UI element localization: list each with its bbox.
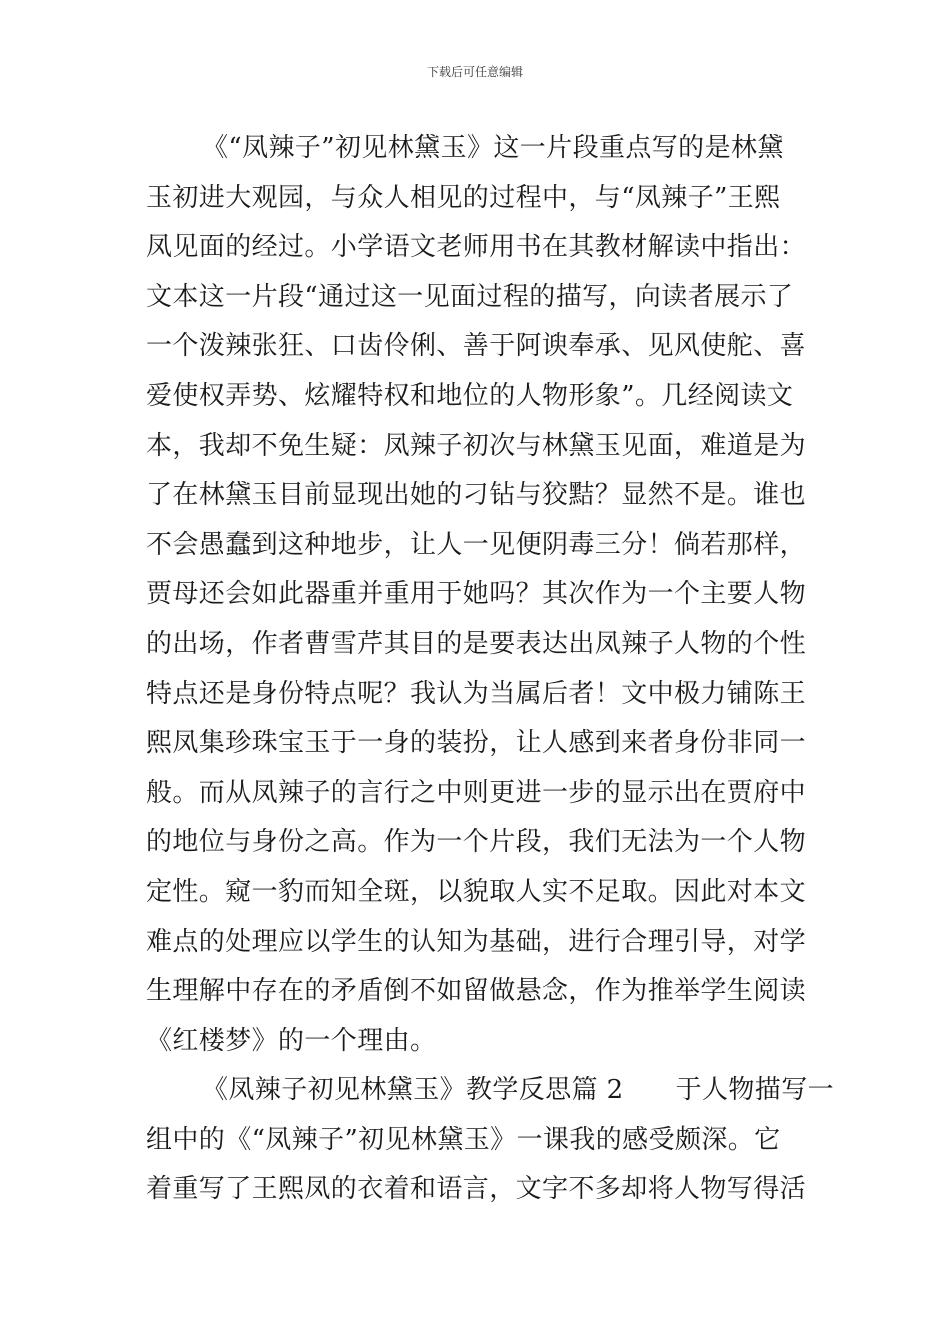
text-line: 定性。窥一豹而知全斑，以貌取人实不足取。因此对本文 <box>146 876 807 907</box>
text-line: 熙凤集珍珠宝玉于一身的装扮，让人感到来者身份非同一 <box>146 728 807 759</box>
text-line: 文本这一片段“通过这一见面过程的描写，向读者展示了 <box>146 281 794 312</box>
text-line: 着重写了王熙凤的衣着和语言，文字不多却将人物写得活 <box>146 1174 807 1205</box>
text-line: 不会愚蠢到这种地步，让人一见便阴毒三分！倘若那样， <box>146 529 807 560</box>
text-line: 难点的处理应以学生的认知为基础，进行合理引导，对学 <box>146 926 807 957</box>
text-line: 贾母还会如此器重并重用于她吗？其次作为一个主要人物 <box>146 579 807 610</box>
text-line: 特点还是身份特点呢？我认为当属后者！文中极力铺陈王 <box>146 678 807 709</box>
text-line: 的出场，作者曹雪芹其目的是要表达出凤辣子人物的个性 <box>146 628 807 659</box>
paragraph-1 <box>146 124 810 1066</box>
text-line: 凤见面的经过。小学语文老师用书在其教材解读中指出： <box>146 232 807 263</box>
document-body <box>146 124 834 1215</box>
text-line: 一个泼辣张狂、口齿伶俐、善于阿谀奉承、见风使舵、喜 <box>146 331 807 362</box>
text-line: 本，我却不免生疑：凤辣子初次与林黛玉见面，难道是为 <box>146 430 807 461</box>
text-line: 的地位与身份之高。作为一个片段，我们无法为一个人物 <box>146 827 807 858</box>
text-line: 爱使权弄势、炫耀特权和地位的人物形象”。几经阅读文 <box>146 380 794 411</box>
text-line: 般。而从凤辣子的言行之中则更进一步的显示出在贾府中 <box>146 777 807 808</box>
text-line: 玉初进大观园，与众人相见的过程中，与“凤辣子”王熙 <box>146 182 781 213</box>
text-line: 《“凤辣子”初见林黛玉》这一片段重点写的是林黛 <box>202 133 784 163</box>
text-line: 《凤辣子初见林黛玉》教学反思篇 2 于人物描写一 <box>202 1075 834 1106</box>
text-line: 了在林黛玉目前显现出她的刁钻与狡黠？显然不是。谁也 <box>146 480 807 511</box>
text-line: 《红楼梦》的一个理由。 <box>146 1025 437 1056</box>
header-note: 下载后可任意编辑 <box>426 65 523 79</box>
text-line: 生理解中存在的矛盾倒不如留做悬念，作为推举学生阅读 <box>146 976 807 1007</box>
paragraph-2 <box>146 1066 834 1215</box>
text-line: 组中的《“凤辣子”初见林黛玉》一课我的感受颇深。它 <box>146 1124 781 1155</box>
